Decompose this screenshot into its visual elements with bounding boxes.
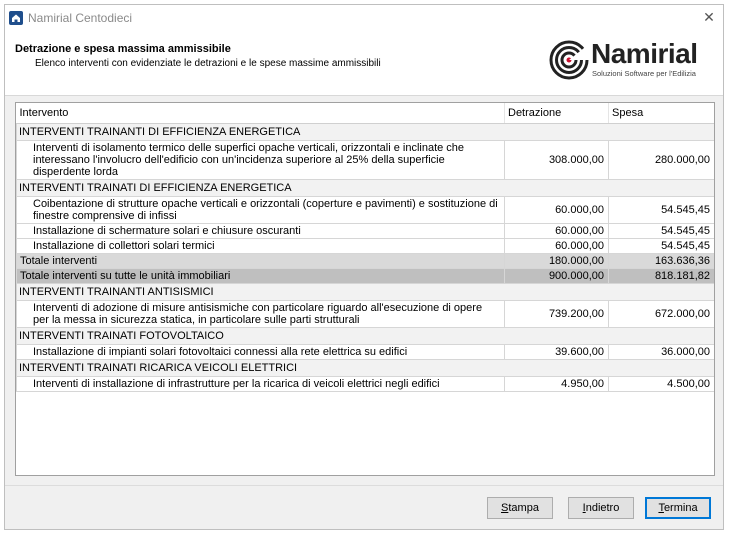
intervento-cell: Interventi di isolamento termico delle superfici opache verticali, orizzontali e inclinate che interessano l'involucro dell'edificio con un'incidenza superiore al 25% della superficie disperdente lorda — [17, 141, 505, 180]
detrazione-cell: 39.600,00 — [505, 345, 609, 360]
spesa-cell: 54.545,45 — [609, 224, 715, 239]
category-label: INTERVENTI TRAINATI DI EFFICIENZA ENERGETICA — [17, 180, 715, 197]
spesa-cell: 163.636,36 — [609, 254, 715, 269]
close-icon[interactable]: ✕ — [703, 9, 715, 25]
window-title: Namirial Centodieci — [28, 11, 133, 25]
spesa-cell: 280.000,00 — [609, 141, 715, 180]
detrazione-cell: 180.000,00 — [505, 254, 609, 269]
header-title: Detrazione e spesa massima ammissibile — [15, 43, 231, 55]
print-button[interactable]: Stampa — [487, 497, 553, 519]
table-row[interactable] — [17, 301, 715, 328]
table-row[interactable] — [17, 239, 715, 254]
detrazione-cell: 308.000,00 — [505, 141, 609, 180]
spesa-cell: 36.000,00 — [609, 345, 715, 360]
spesa-cell: 54.545,45 — [609, 239, 715, 254]
column-header-detrazione[interactable]: Detrazione — [505, 103, 609, 124]
grand-total-row[interactable] — [17, 269, 715, 284]
table-row[interactable] — [17, 377, 715, 392]
detrazione-cell: 60.000,00 — [505, 224, 609, 239]
intervento-cell: Installazione di schermature solari e chiusure oscuranti — [17, 224, 505, 239]
footer-separator — [5, 485, 723, 486]
table-row[interactable] — [17, 197, 715, 224]
column-header-spesa[interactable]: Spesa — [609, 103, 715, 124]
intervento-cell: Installazione di collettori solari termici — [17, 239, 505, 254]
header-subtitle: Elenco interventi con evidenziate le detrazioni e le spese massime ammissibili — [35, 58, 381, 69]
detrazione-cell: 4.950,00 — [505, 377, 609, 392]
total-row[interactable] — [17, 254, 715, 269]
category-row[interactable] — [17, 284, 715, 301]
detrazione-cell: 739.200,00 — [505, 301, 609, 328]
category-label: INTERVENTI TRAINANTI ANTISISMICI — [17, 284, 715, 301]
intervento-cell: Totale interventi su tutte le unità immobiliari — [17, 269, 505, 284]
table-row[interactable] — [17, 141, 715, 180]
spesa-cell: 672.000,00 — [609, 301, 715, 328]
namirial-logo — [549, 39, 715, 81]
table-row[interactable] — [17, 224, 715, 239]
category-row[interactable] — [17, 180, 715, 197]
intervento-cell: Interventi di adozione di misure antisismiche con particolare riguardo all'esecuzione di opere per la messa in sicurezza statica, in particolare sulle parti strutturali — [17, 301, 505, 328]
intervento-cell: Totale interventi — [17, 254, 505, 269]
intervento-cell: Installazione di impianti solari fotovoltaici connessi alla rete elettrica su edifici — [17, 345, 505, 360]
dialog-window — [4, 4, 724, 530]
house-icon — [9, 11, 23, 25]
spesa-cell: 4.500,00 — [609, 377, 715, 392]
intervento-cell: Coibentazione di strutture opache verticali e orizzontali (coperture e pavimenti) e sostituzione di finestre comprensive di infissi — [17, 197, 505, 224]
column-header-intervento[interactable]: Intervento — [17, 103, 505, 124]
intervento-cell: Interventi di installazione di infrastrutture per la ricarica di veicoli elettrici negli edifici — [17, 377, 505, 392]
category-row[interactable] — [17, 328, 715, 345]
table-row[interactable] — [17, 345, 715, 360]
title-bar — [5, 5, 723, 31]
interventions-table[interactable] — [15, 102, 715, 476]
category-row[interactable] — [17, 360, 715, 377]
table-header — [17, 103, 715, 124]
header-separator — [5, 95, 723, 96]
detrazione-cell: 60.000,00 — [505, 239, 609, 254]
dialog-header — [5, 31, 723, 95]
spesa-cell: 54.545,45 — [609, 197, 715, 224]
detrazione-cell: 900.000,00 — [505, 269, 609, 284]
finish-button[interactable]: Termina — [645, 497, 711, 519]
category-label: INTERVENTI TRAINATI FOTOVOLTAICO — [17, 328, 715, 345]
namirial-logo-icon — [549, 40, 589, 80]
category-label: INTERVENTI TRAINANTI DI EFFICIENZA ENERGETICA — [17, 124, 715, 141]
detrazione-cell: 60.000,00 — [505, 197, 609, 224]
category-label: INTERVENTI TRAINATI RICARICA VEICOLI ELETTRICI — [17, 360, 715, 377]
category-row[interactable] — [17, 124, 715, 141]
logo-name: Namirial — [591, 38, 698, 69]
back-button[interactable]: Indietro — [568, 497, 634, 519]
spesa-cell: 818.181,82 — [609, 269, 715, 284]
logo-tagline: Soluzioni Software per l'Edilizia — [592, 69, 696, 78]
